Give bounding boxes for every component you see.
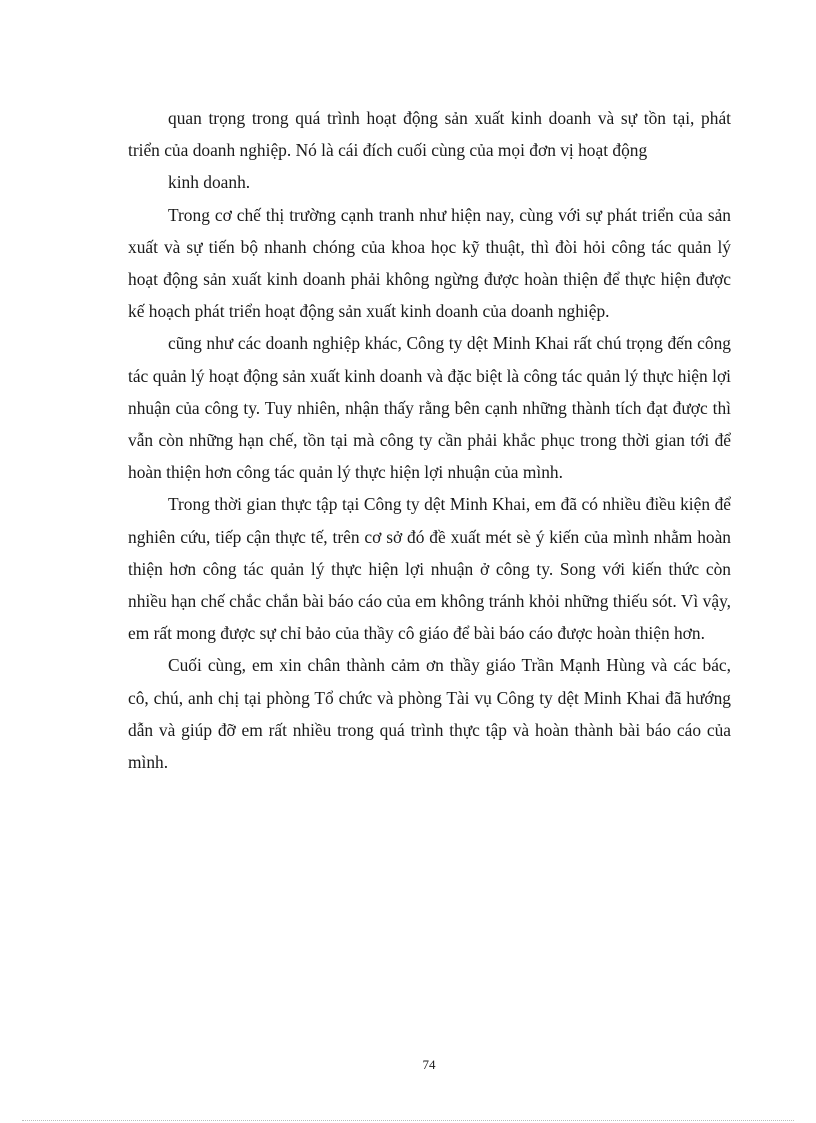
paragraph-continuation-tail: kinh doanh.	[168, 172, 251, 193]
page-bottom-rule	[22, 1120, 794, 1121]
paragraph-continuation: quan trọng trong quá trình hoạt động sản xuất kinh doanh và sự tồn tại, phát triển của doanh nghiệp. Nó là cái đích cuối cùng của mọi đơn vị hoạt động	[128, 108, 731, 161]
document-body	[128, 102, 731, 778]
page-number: 74	[422, 1057, 436, 1072]
paragraph-market-mechanism: Trong cơ chế thị trường cạnh tranh như hiện nay, cùng với sự phát triển của sản xuất và sự tiến bộ nhanh chóng của khoa học kỹ thuật, thì đòi hỏi công tác quản lý hoạt động sản xuất kinh doanh phải không ngừng được hoàn thiện để thực hiện được kế hoạch phát triển hoạt động sản xuất kinh doanh của doanh nghiệp.	[128, 204, 731, 322]
paragraph-internship: Trong thời gian thực tập tại Công ty dệt Minh Khai, em đã có nhiều điều kiện để nghiên cứu, tiếp cận thực tế, trên cơ sở đó đề xuất mét sè ý kiến của mình nhằm hoàn thiện hơn công tác quản lý thực hiện lợi nhuận ở công ty. Song với kiến thức còn nhiều hạn chế chắc chắn bài báo cáo của em không tránh khỏi những thiếu sót. Vì vậy, em rất mong được sự chỉ bảo của thầy cô giáo để bài báo cáo được hoàn thiện hơn.	[128, 494, 731, 644]
paragraph-acknowledgement: Cuối cùng, em xin chân thành cảm ơn thầy giáo Trần Mạnh Hùng và các bác, cô, chú, anh chị tại phòng Tổ chức và phòng Tài vụ Công ty dệt Minh Khai đã hướng dẫn và giúp đỡ em rất nhiều trong quá trình thực tập và hoàn thành bài báo cáo của mình.	[128, 655, 731, 773]
paragraph-minh-khai-company: cũng như các doanh nghiệp khác, Công ty dệt Minh Khai rất chú trọng đến công tác quản lý hoạt động sản xuất kinh doanh và đặc biệt là công tác quản lý thực hiện lợi nhuận của công ty. Tuy nhiên, nhận thấy rằng bên cạnh những thành tích đạt được thì vẫn còn những hạn chế, tồn tại mà công ty cần phải khắc phục trong thời gian tới để hoàn thiện hơn công tác quản lý thực hiện lợi nhuận của mình.	[128, 333, 731, 483]
